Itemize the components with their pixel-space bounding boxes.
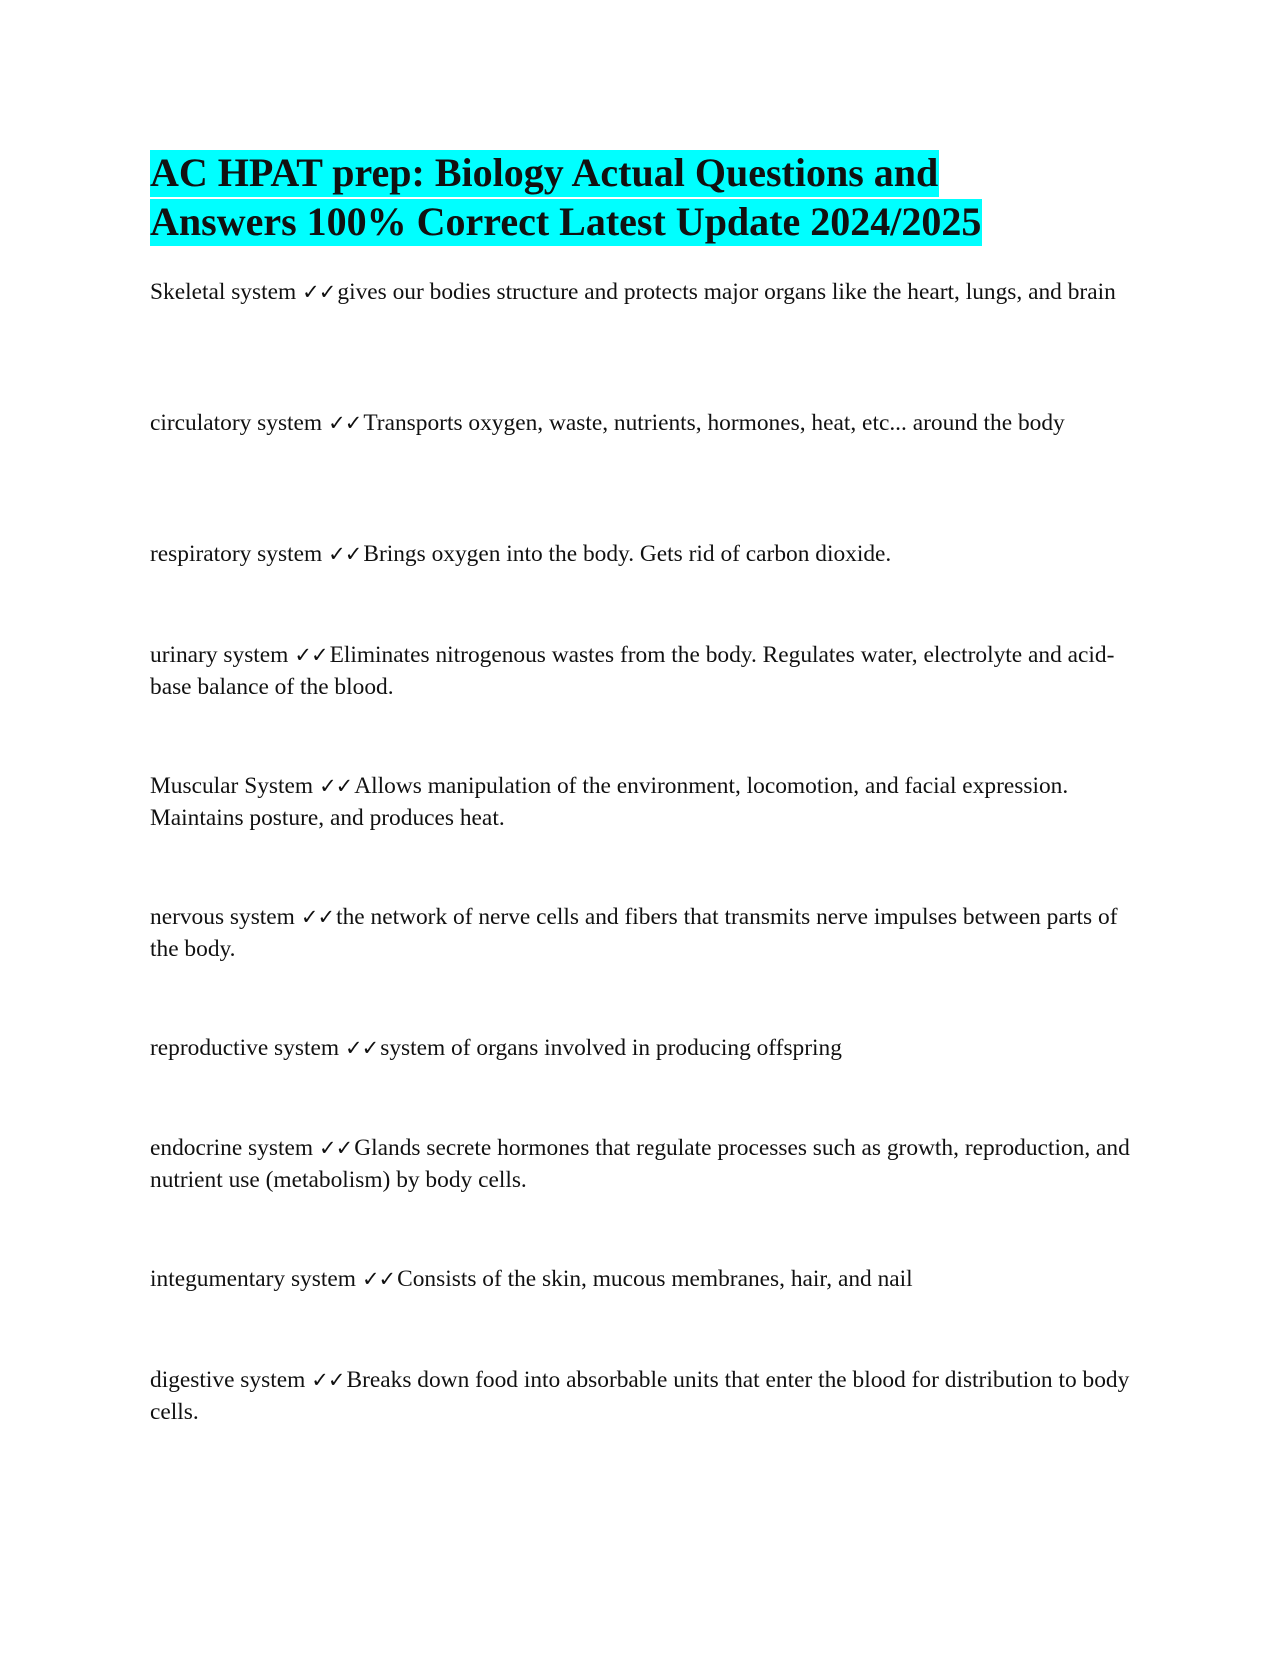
entry-endocrine	[150, 1132, 1130, 1196]
entry-digestive	[150, 1364, 1130, 1428]
entry-definition: system of organs involved in producing offspring	[380, 1035, 842, 1061]
entry-definition: Eliminates nitrogenous wastes from the body. Regulates water, electrolyte and acid-base balance of the blood.	[150, 642, 1115, 700]
entry-skeletal	[150, 276, 1130, 308]
page-title	[150, 148, 1130, 246]
entry-circulatory	[150, 407, 1130, 439]
entry-term: reproductive system	[150, 1035, 340, 1061]
entry-term: endocrine system	[150, 1135, 314, 1161]
entry-nervous	[150, 901, 1130, 965]
double-check-icon: ✓✓	[361, 1267, 396, 1291]
entry-definition: the network of nerve cells and fibers that transmits nerve impulses between parts of the body.	[150, 904, 1118, 962]
double-check-icon: ✓✓	[319, 1136, 353, 1160]
entry-definition: Transports oxygen, waste, nutrients, hormones, heat, etc... around the body	[363, 410, 1065, 436]
entry-term: Skeletal system	[150, 279, 297, 305]
double-check-icon: ✓✓	[328, 542, 362, 566]
entry-reproductive	[150, 1032, 1130, 1064]
entry-term: nervous system	[150, 904, 295, 930]
double-check-icon: ✓✓	[311, 1368, 345, 1392]
double-check-icon: ✓✓	[328, 411, 362, 435]
entry-term: circulatory system	[150, 410, 323, 436]
double-check-icon: ✓✓	[300, 905, 335, 929]
double-check-icon: ✓✓	[319, 774, 353, 798]
entry-definition: Allows manipulation of the environment, locomotion, and facial expression. Maintains posture, and produces heat.	[150, 773, 1069, 831]
entry-definition: Breaks down food into absorbable units that enter the blood for distribution to body cells.	[150, 1367, 1130, 1425]
entry-definition: Consists of the skin, mucous membranes, hair, and nail	[397, 1266, 913, 1292]
entry-term: Muscular System	[150, 773, 314, 799]
entry-respiratory	[150, 538, 1130, 570]
entry-urinary	[150, 639, 1130, 703]
entry-term: integumentary system	[150, 1266, 356, 1292]
entry-muscular	[150, 770, 1130, 834]
entry-term: digestive system	[150, 1367, 306, 1393]
entry-integumentary	[150, 1263, 1130, 1295]
entry-definition: Glands secrete hormones that regulate processes such as growth, reproduction, and nutrient use (metabolism) by body cells.	[150, 1135, 1130, 1193]
double-check-icon: ✓✓	[294, 643, 328, 667]
double-check-icon: ✓✓	[302, 280, 336, 304]
double-check-icon: ✓✓	[345, 1036, 379, 1060]
title-line-1: AC HPAT prep: Biology Actual Questions and	[150, 150, 939, 195]
entry-term: urinary system	[150, 642, 289, 668]
entry-term: respiratory system	[150, 541, 323, 567]
title-line-2: Answers 100% Correct Latest Update 2024/2025	[150, 199, 982, 244]
entry-definition: Brings oxygen into the body. Gets rid of carbon dioxide.	[363, 541, 892, 567]
entry-definition: gives our bodies structure and protects major organs like the heart, lungs, and brain	[337, 279, 1116, 305]
